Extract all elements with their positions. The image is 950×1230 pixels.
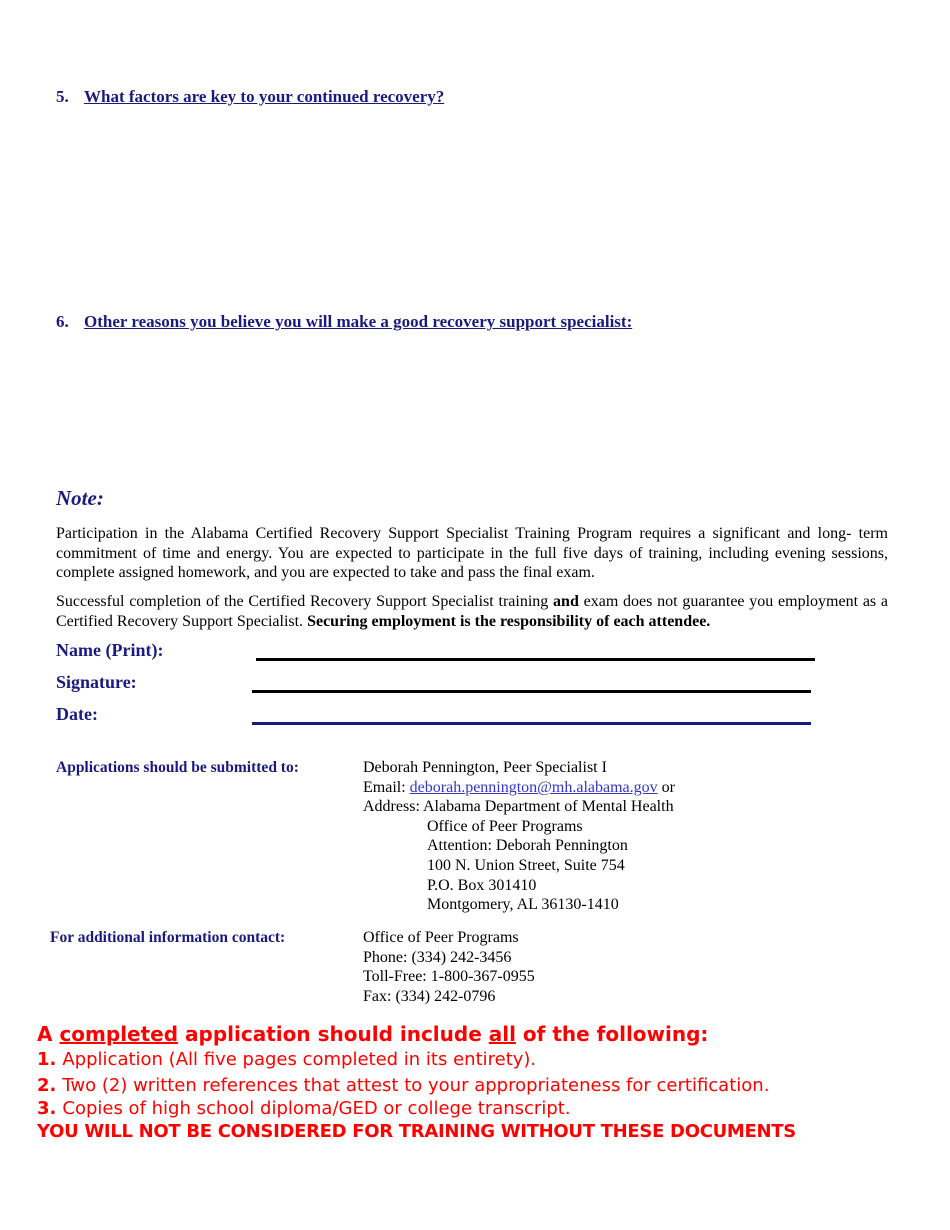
address-line: 100 N. Union Street, Suite 754 — [427, 856, 625, 874]
note-emphasis: Securing employment is the responsibility of each attendee. — [307, 612, 711, 630]
question-text: What factors are key to your continued recovery? — [84, 87, 445, 106]
submission-label: Applications should be submitted to: — [56, 759, 299, 776]
requirements-heading — [37, 1022, 708, 1046]
email-line — [363, 778, 675, 798]
requirement-text: Two (2) written references that attest to your appropriateness for certification. — [62, 1075, 770, 1096]
requirement-item — [37, 1049, 536, 1070]
address-line: P.O. Box 301410 — [427, 876, 537, 894]
info-contact-details — [363, 928, 535, 1006]
address-line: Montgomery, AL 36130-1410 — [427, 896, 619, 914]
requirement-number: 1. — [37, 1049, 57, 1070]
submission-address — [363, 758, 675, 915]
note-heading: Note: — [56, 486, 104, 510]
question-5 — [56, 87, 444, 107]
note-paragraph-2 — [56, 592, 888, 631]
contact-name: Deborah Pennington, Peer Specialist I — [363, 759, 607, 776]
question-text: Other reasons you believe you will make a good recovery support specialist: — [84, 312, 633, 331]
note-text: exam does not guarantee you employment as a Certified Recovery Support Specialist. — [56, 593, 889, 630]
req-head-text: A — [37, 1022, 60, 1046]
contact-line: Office of Peer Programs — [363, 929, 519, 946]
question-number: 5. — [56, 87, 69, 106]
address-line: Address: Alabama Department of Mental Health — [363, 798, 674, 816]
date-label: Date: — [56, 704, 98, 724]
date-line[interactable] — [252, 722, 811, 725]
req-head-emphasis: completed — [59, 1022, 179, 1046]
requirement-number: 2. — [37, 1075, 57, 1096]
name-line[interactable] — [256, 658, 815, 661]
address-line: Office of Peer Programs — [427, 817, 583, 835]
name-label: Name (Print): — [56, 640, 164, 660]
req-head-text: of the following: — [515, 1022, 709, 1046]
email-link[interactable]: deborah.pennington@mh.alabama.gov — [409, 778, 658, 796]
requirement-number: 3. — [37, 1098, 57, 1119]
contact-line: Fax: (334) 242-0796 — [363, 987, 496, 1005]
question-number: 6. — [56, 312, 69, 331]
signature-line[interactable] — [252, 690, 811, 693]
email-prefix: Email: — [363, 778, 410, 796]
address-line: Attention: Deborah Pennington — [427, 837, 628, 855]
requirement-item — [37, 1098, 571, 1119]
signature-label: Signature: — [56, 672, 137, 692]
contact-line: Phone: (334) 242-3456 — [363, 948, 512, 966]
info-contact-label: For additional information contact: — [50, 929, 286, 946]
requirement-text: Copies of high school diploma/GED or college transcript. — [62, 1098, 571, 1119]
question-6 — [56, 312, 632, 332]
email-suffix: or — [657, 778, 675, 796]
note-paragraph-1: Participation in the Alabama Certified Recovery Support Specialist Training Program requires a significant and long- term commitment of time and energy. You are expected to participate in the full five days of training, including evening sessions, complete assigned homework, and you are expected to take and pass the final exam. — [56, 525, 888, 581]
req-head-text: application should include — [178, 1022, 489, 1046]
note-emphasis: and — [553, 593, 579, 610]
requirements-warning: YOU WILL NOT BE CONSIDERED FOR TRAINING WITHOUT THESE DOCUMENTS — [37, 1121, 796, 1142]
contact-line: Toll-Free: 1-800-367-0955 — [363, 968, 535, 986]
note-text: Successful completion of the Certified Recovery Support Specialist training — [56, 593, 554, 610]
req-head-emphasis: all — [488, 1022, 516, 1046]
requirement-text: Application (All five pages completed in its entirety). — [62, 1049, 537, 1070]
requirement-item — [37, 1075, 769, 1096]
